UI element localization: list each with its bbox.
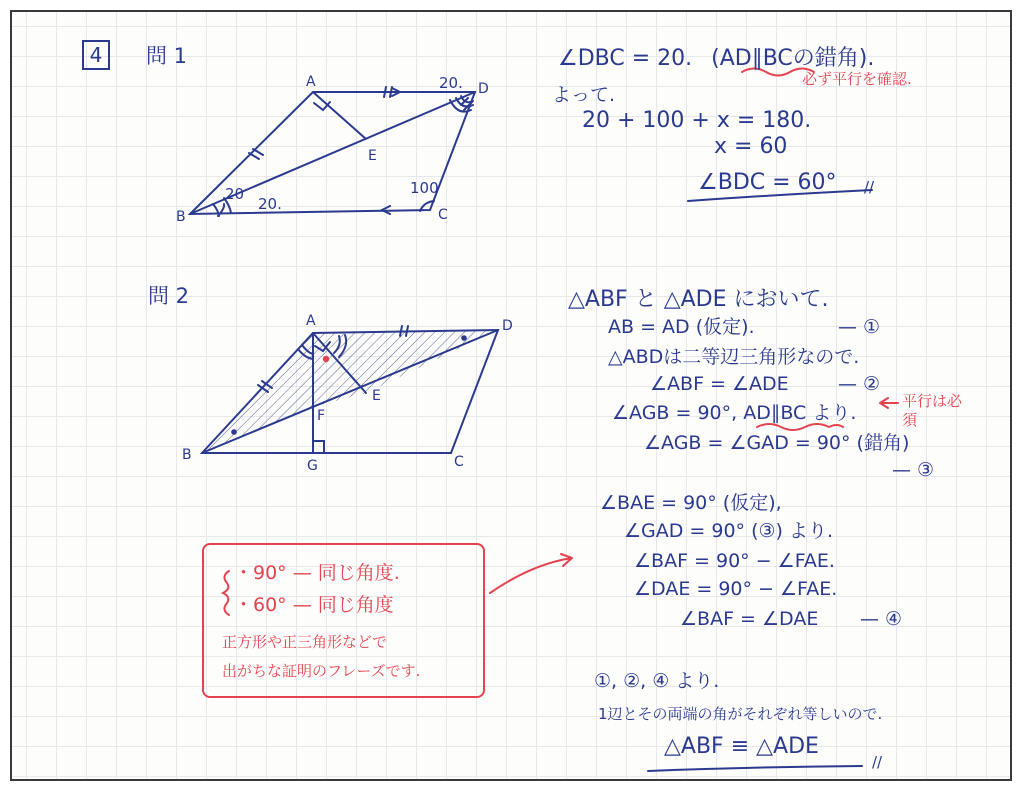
q2-s3: ∠ABF = ∠ADE <box>650 373 789 395</box>
right-angle-mark-g <box>313 441 324 453</box>
dot-d <box>462 336 466 340</box>
q1-answer: ∠BDC = 60° <box>698 170 837 195</box>
q2-s8: ∠BAF = 90° − ∠FAE. <box>634 550 835 572</box>
q2-heading: 問 2 <box>148 284 190 308</box>
q2-parallel-ad-bc: AD∥BC <box>743 402 807 424</box>
dot-b <box>232 430 236 434</box>
q1-parallel-ad-bc: AD∥BC <box>719 46 793 71</box>
q1-label-d: D <box>478 81 489 97</box>
q2-s12: 1辺とその両端の角がそれぞれ等しいので. <box>598 705 883 723</box>
q2-label-e: E <box>372 388 381 404</box>
q1-line2: よって. <box>552 84 616 106</box>
right-angle-mark-a <box>314 102 330 110</box>
q2-red-note: 平行は必須 <box>902 392 963 429</box>
q1-answer-mark: // <box>864 178 875 196</box>
q2-s11: ①, ②, ④ より. <box>594 670 720 692</box>
q2-n3: — ③ <box>892 459 935 481</box>
figure-q2 <box>202 326 498 453</box>
handwritten-figures <box>12 12 1012 781</box>
red-arrow-to-proof <box>490 554 572 593</box>
q1-line3: 20 + 100 + x = 180. <box>582 108 812 133</box>
q2-label-a: A <box>306 313 316 329</box>
callout-item-1: ・90° — 同じ角度. <box>234 562 400 584</box>
q2-label-f: F <box>317 408 326 424</box>
red-dot-a <box>323 356 329 362</box>
answer-underline-2 <box>648 766 862 771</box>
q2-label-c: C <box>454 454 464 470</box>
q2-s9: ∠DAE = 90° − ∠FAE. <box>634 578 838 600</box>
q1-angle-abd: 20 <box>225 185 245 203</box>
q2-s1: AB = AD (仮定). <box>608 316 755 338</box>
q1-line4: x = 60 <box>714 134 788 159</box>
q1-label-a: A <box>306 74 316 90</box>
q1-red-note: 必ず平行を確認. <box>802 70 912 88</box>
q2-s2: △ABDは二等辺三角形なので. <box>608 346 860 368</box>
q1-angle-d: 20. <box>439 74 463 92</box>
q2-s4: ∠AGB = 90°, AD∥BC より. <box>612 402 857 424</box>
q2-n2: — ② <box>838 373 881 395</box>
q1-angle-c: 100 <box>410 179 439 197</box>
q2-s7: ∠GAD = 90° (③) より. <box>624 520 834 542</box>
q2-s5: ∠AGB = ∠GAD = 90° (錯角) <box>644 432 910 454</box>
callout-text-2: 出がちな証明のフレーズです. <box>222 662 421 680</box>
q2-s6: ∠BAE = 90° (仮定), <box>600 492 782 514</box>
q2-conclusion: △ABF ≡ △ADE <box>664 734 819 759</box>
q1-label-b: B <box>176 209 186 225</box>
q2-n4: — ④ <box>860 608 903 630</box>
problem-number-box: 4 <box>82 40 110 70</box>
callout-item-2: ・60° — 同じ角度 <box>234 594 394 616</box>
q2-label-g: G <box>307 458 318 474</box>
notebook-page <box>10 10 1012 781</box>
q2-s10: ∠BAF = ∠DAE <box>680 608 819 630</box>
q1-line1: ∠DBC = 20. (AD∥BCの錯角). <box>558 46 875 71</box>
q1-heading: 問 1 <box>146 44 188 68</box>
q2-n1: — ① <box>838 316 881 338</box>
q2-conclusion-mark: // <box>872 753 883 771</box>
segment-ae <box>313 92 366 139</box>
q1-angle-dbc: 20. <box>258 195 282 213</box>
q2-intro: △ABF と △ADE において. <box>568 287 829 312</box>
red-wave-underline-2 <box>757 424 843 430</box>
q1-label-c: C <box>438 207 448 223</box>
q2-label-d: D <box>502 318 513 334</box>
q1-label-e: E <box>368 148 377 164</box>
red-arrow-left <box>880 398 898 408</box>
callout-text-1: 正方形や正三角形などで <box>222 633 388 651</box>
q2-label-b: B <box>182 447 192 463</box>
